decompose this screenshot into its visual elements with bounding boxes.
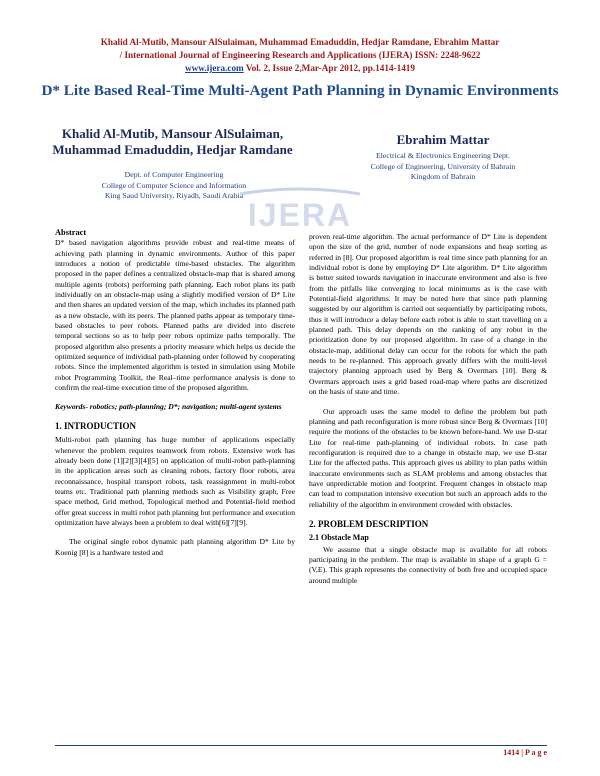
watermark-icon [232, 186, 368, 232]
header-issue-line [0, 62, 600, 75]
right-paragraph-1: proven real-time algorithm. The actual performance of D* Lite is dependent upon the size of the grid, number of node expansions and heap sorting as referred in [8]. Our proposed algorithm is real time since path planning for an individual robot is done by employing D* Lite algorithm. D* Lite algorithm is better suited towards navigation in inaccurate environment and also is free from the pitfalls like converging to local minimums as is the case with Potential-field algorithms. It may be noted here that since path planning suggested by our algorithm is carried out sequentially by participating robots, thus it will introduce a delay before each robot is able to start travelling on a planned path. This delay depends on the ranking of any robot in the prioritization done by our proposed algorithm. In case of a change in the obstacle-map, additional delay can occur for the robots for which the path needs to be re-planned. This approach greatly differs with the multi-level trajectory planning approach used by Berg & Overmars [10]. Berg & Overmars approach uses a grid based road-map where paths are discretized on the basis of state and time. [309, 232, 547, 397]
header-journal: / International Journal of Engineering Research and Applications (IJERA) ISSN: 2248-9622 [119, 50, 481, 60]
affiliation-line: Dept. of Computer Engineering [124, 170, 224, 179]
authors-left: Khalid Al-Mutib, Mansour AlSulaiman, Muhammad Emaduddin, Hedjar Ramdane [52, 126, 293, 157]
paper-title: D* Lite Based Real-Time Multi-Agent Path Planning in Dynamic Environments [41, 82, 559, 99]
right-column [309, 232, 547, 586]
ijera-watermark-logo [232, 186, 368, 232]
footer-rule [55, 745, 547, 746]
affiliation-line: King Saud University, Riyadh, Saudi Arabia [104, 191, 244, 200]
intro-paragraph-1: Multi-robot path planning has huge number of applications especially whenever the problem requires teamwork from robots. Extensive work has already been done [1][2][3][4][5] on application of multi-robot path-planning in the application areas such as cleaning robots, factory floor robots, area reconnaissance, hospital transport robots, task reassignment in multi-robot teams etc. Traditional path planning methods such as Visibility graph, Free space method, Grid method, Topological method and Potential-field method offer great success in multi robot path planning but performance and execution optimization have always been a problem to deal with[6][7][9]. [55, 435, 295, 527]
author-right: Ebrahim Mattar [396, 132, 490, 147]
section-1-heading: 1. INTRODUCTION [55, 420, 137, 431]
affiliation-line: Electrical & Electronics Engineering Dept. [375, 151, 510, 160]
section-2-1-text: We assume that a single obstacle map is available for all robots participating in the problem. The map is available in shape of a graph G = (V,E). This graph represents the connectivity of both free and occupied space around multiple [309, 544, 547, 585]
svg-text:IJERA: IJERA [247, 197, 353, 232]
abstract-heading: Abstract [55, 228, 87, 237]
page-number: 1414 | P a g e [503, 748, 547, 757]
keywords: Keywords- robotics; path-planning; D*; navigation; multi-agent systems [55, 401, 282, 411]
header-volume: Vol. 2, Issue 2,Mar-Apr 2012, pp.1414-1419 [245, 63, 415, 73]
affiliation-right [318, 151, 568, 183]
abstract-text: D* based navigation algorithms provide robust and real-time means of achieving path planning in dynamic environments. Author of this paper introduces a notion of predictable time-based obstacles. The algorithm proposed in the paper defines a centralized obstacle-map that is shared among multiple agents (robots) performing path planning. Each robot plans its path individually on an obstacle-map using a slightly modified version of D* Lite and then shares an updated version of the map, which includes its planned path as a new obstacle, with its peers. The planned paths appear as temporary time-based obstacles to peer robots. Planned paths are divided into discrete temporal sections so as to help peer robots optimize paths temporally. The proposed algorithm also presents a priority measure which helps us decide the optimized sequence of individual path-planning order followed by cooperating robots. Since the implemented algorithm is tested in simulation using Mobile robot Programming Toolkit, the Real–time performance analysis is done to confirm the real-time execution time of the proposed algorithm. [55, 238, 295, 393]
header-authors: Khalid Al-Mutib, Mansour AlSulaiman, Muhammad Emaduddin, Hedjar Ramdane, Ebrahim Mattar [100, 37, 500, 47]
section-2-heading: 2. PROBLEM DESCRIPTION [309, 518, 429, 529]
right-paragraph-2: Our approach uses the same model to define the problem but path planning and path reconfiguration is more robust since Berg & Overmars [10] require the motions of the obstacles to be known before-hand. We use D-star Lite for real-time path-planning of individual robots. In case path reconfiguration is required due to a change in obstacle map, we use D-star Lite for the affected paths. This approach gives us ability to plan paths within inaccurate environments such as SLAM problems and among obstacles that have unpredictable motion and footprint. Frequent changes in obstacle map can lead to computation intensive execution but such an approach adds to the reliability of the algorithm in environment crowded with obstacles. [309, 406, 547, 509]
intro-paragraph-2: The original single robot dynamic path planning algorithm D* Lite by Koenig [8] is a hardware tested and [55, 537, 295, 557]
affiliation-line: College of Engineering, University of Bahrain [370, 161, 516, 171]
left-column [55, 228, 295, 558]
journal-link[interactable]: www.ijera.com [185, 63, 244, 73]
affiliation-line: College of Computer Science and Information [101, 180, 247, 190]
journal-header [0, 36, 600, 75]
affiliation-line: Kingdom of Bahrain [410, 172, 476, 181]
section-2-1-heading: 2.1 Obstacle Map [309, 533, 369, 543]
